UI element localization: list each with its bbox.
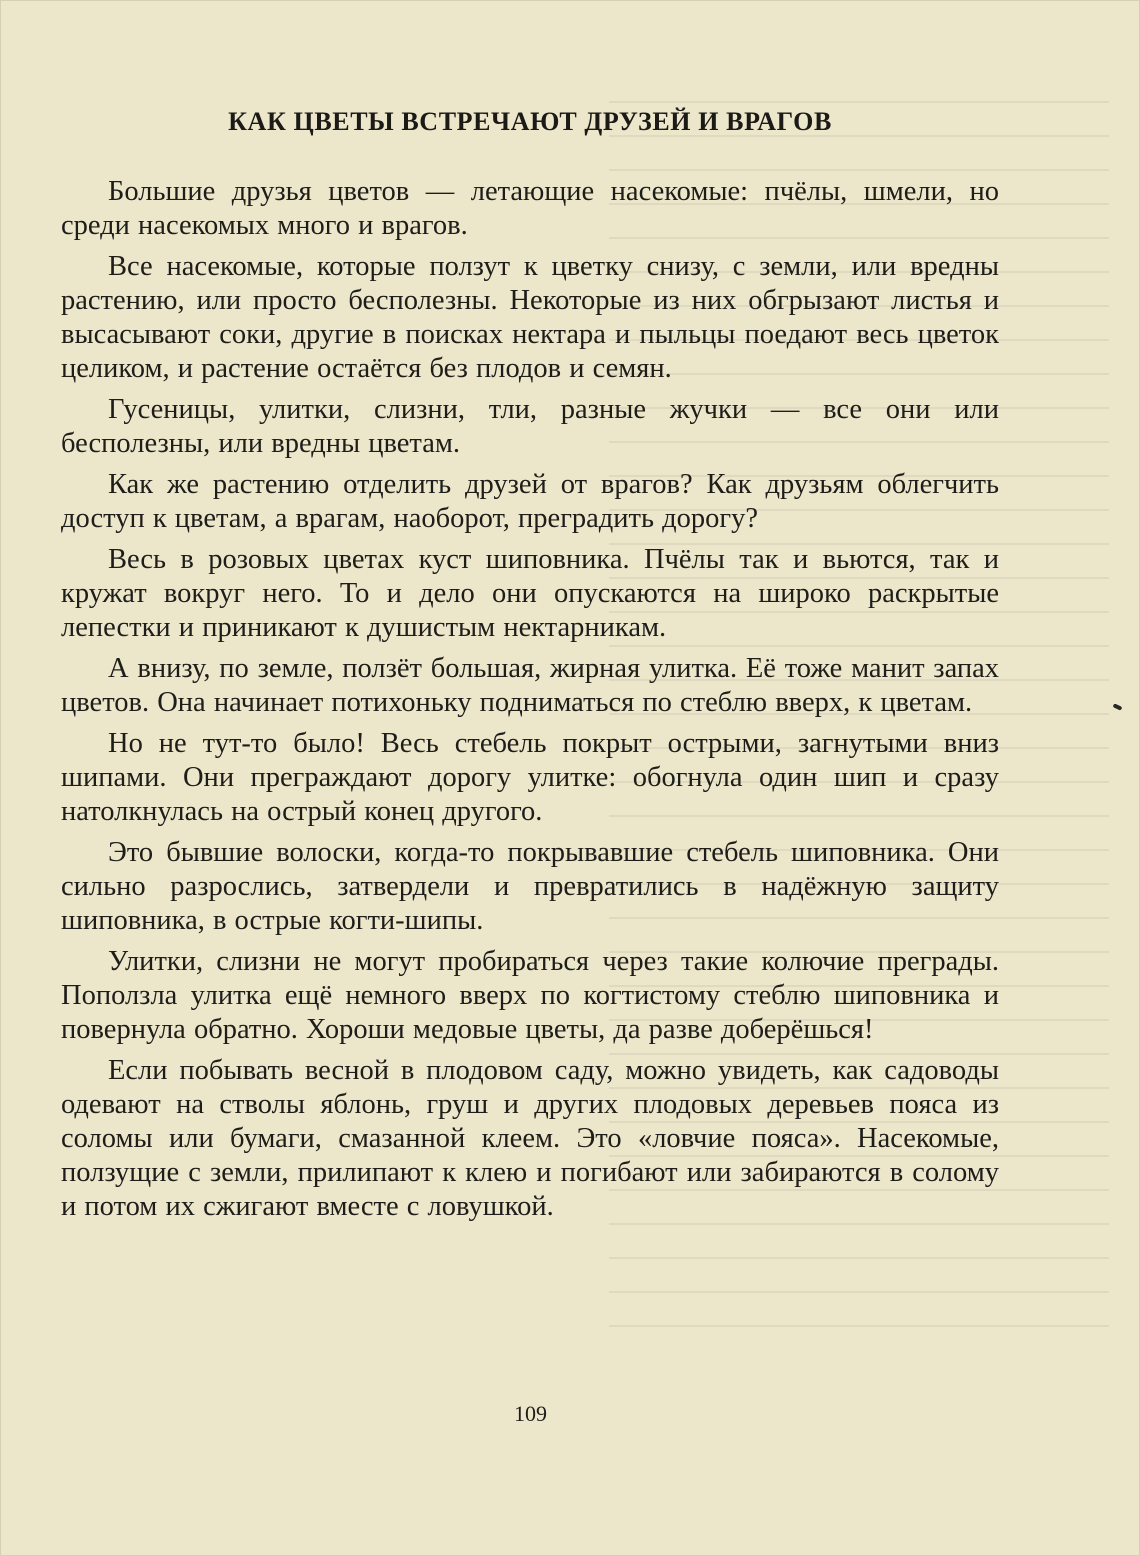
- page-number: 109: [514, 1401, 547, 1426]
- paragraph-1: Большие друзья цветов — летающие насекомые: пчёлы, шмели, но среди насекомых много и врагов.: [61, 176, 999, 241]
- paragraph-3: Гусеницы, улитки, слизни, тли, разные жучки — все они или бесполезны, или вредны цветам.: [61, 394, 999, 459]
- paragraph-6: А внизу, по земле, ползёт большая, жирная улитка. Её тоже манит запах цветов. Она начинает потихоньку подниматься по стеблю вверх, к цветам.: [61, 653, 999, 718]
- paragraph-8: Это бывшие волоски, когда-то покрывавшие стебель шиповника. Они сильно разрослись, затвердели и превратились в надёжную защиту шиповника, в острые когти-шипы.: [61, 837, 999, 936]
- paragraph-5: Весь в розовых цветах куст шиповника. Пчёлы так и вьются, так и кружат вокруг него. То и дело они опускаются на широко раскрытые лепестки и приникают к душистым нектарникам.: [61, 544, 999, 643]
- paragraph-7: Но не тут-то было! Весь стебель покрыт острыми, загнутыми вниз шипами. Они преграждают дорогу улитке: обогнула один шип и сразу натолкнулась на острый конец другого.: [61, 728, 999, 827]
- paragraph-10: Если побывать весной в плодовом саду, можно увидеть, как садоводы одевают на стволы яблонь, груш и других плодовых деревьев пояса из соломы или бумаги, смазанной клеем. Это «ловчие пояса». Насекомые, ползущие с земли, прилипают к клею и погибают или забираются в солому и потом их сжигают вместе с ловушкой.: [61, 1055, 999, 1222]
- paragraph-4: Как же растению отделить друзей от врагов? Как друзьям облегчить доступ к цветам, а врагам, наоборот, преградить дорогу?: [61, 469, 999, 534]
- paragraph-2: Все насекомые, которые ползут к цветку снизу, с земли, или вредны растению, или просто бесполезны. Некоторые из них обгрызают листья и высасывают соки, другие в поисках нектара и пыльцы поедают весь цветок целиком, и растение остаётся без плодов и семян.: [61, 251, 999, 384]
- ink-speck: [1113, 703, 1123, 710]
- text-block: [61, 105, 999, 1231]
- chapter-title: КАК ЦВЕТЫ ВСТРЕЧАЮТ ДРУЗЕЙ И ВРАГОВ: [228, 107, 832, 136]
- paragraph-9: Улитки, слизни не могут пробираться через такие колючие преграды. Поползла улитка ещё немного вверх по когтистому стеблю шиповника и повернула обратно. Хороши медовые цветы, да разве доберёшься!: [61, 946, 999, 1045]
